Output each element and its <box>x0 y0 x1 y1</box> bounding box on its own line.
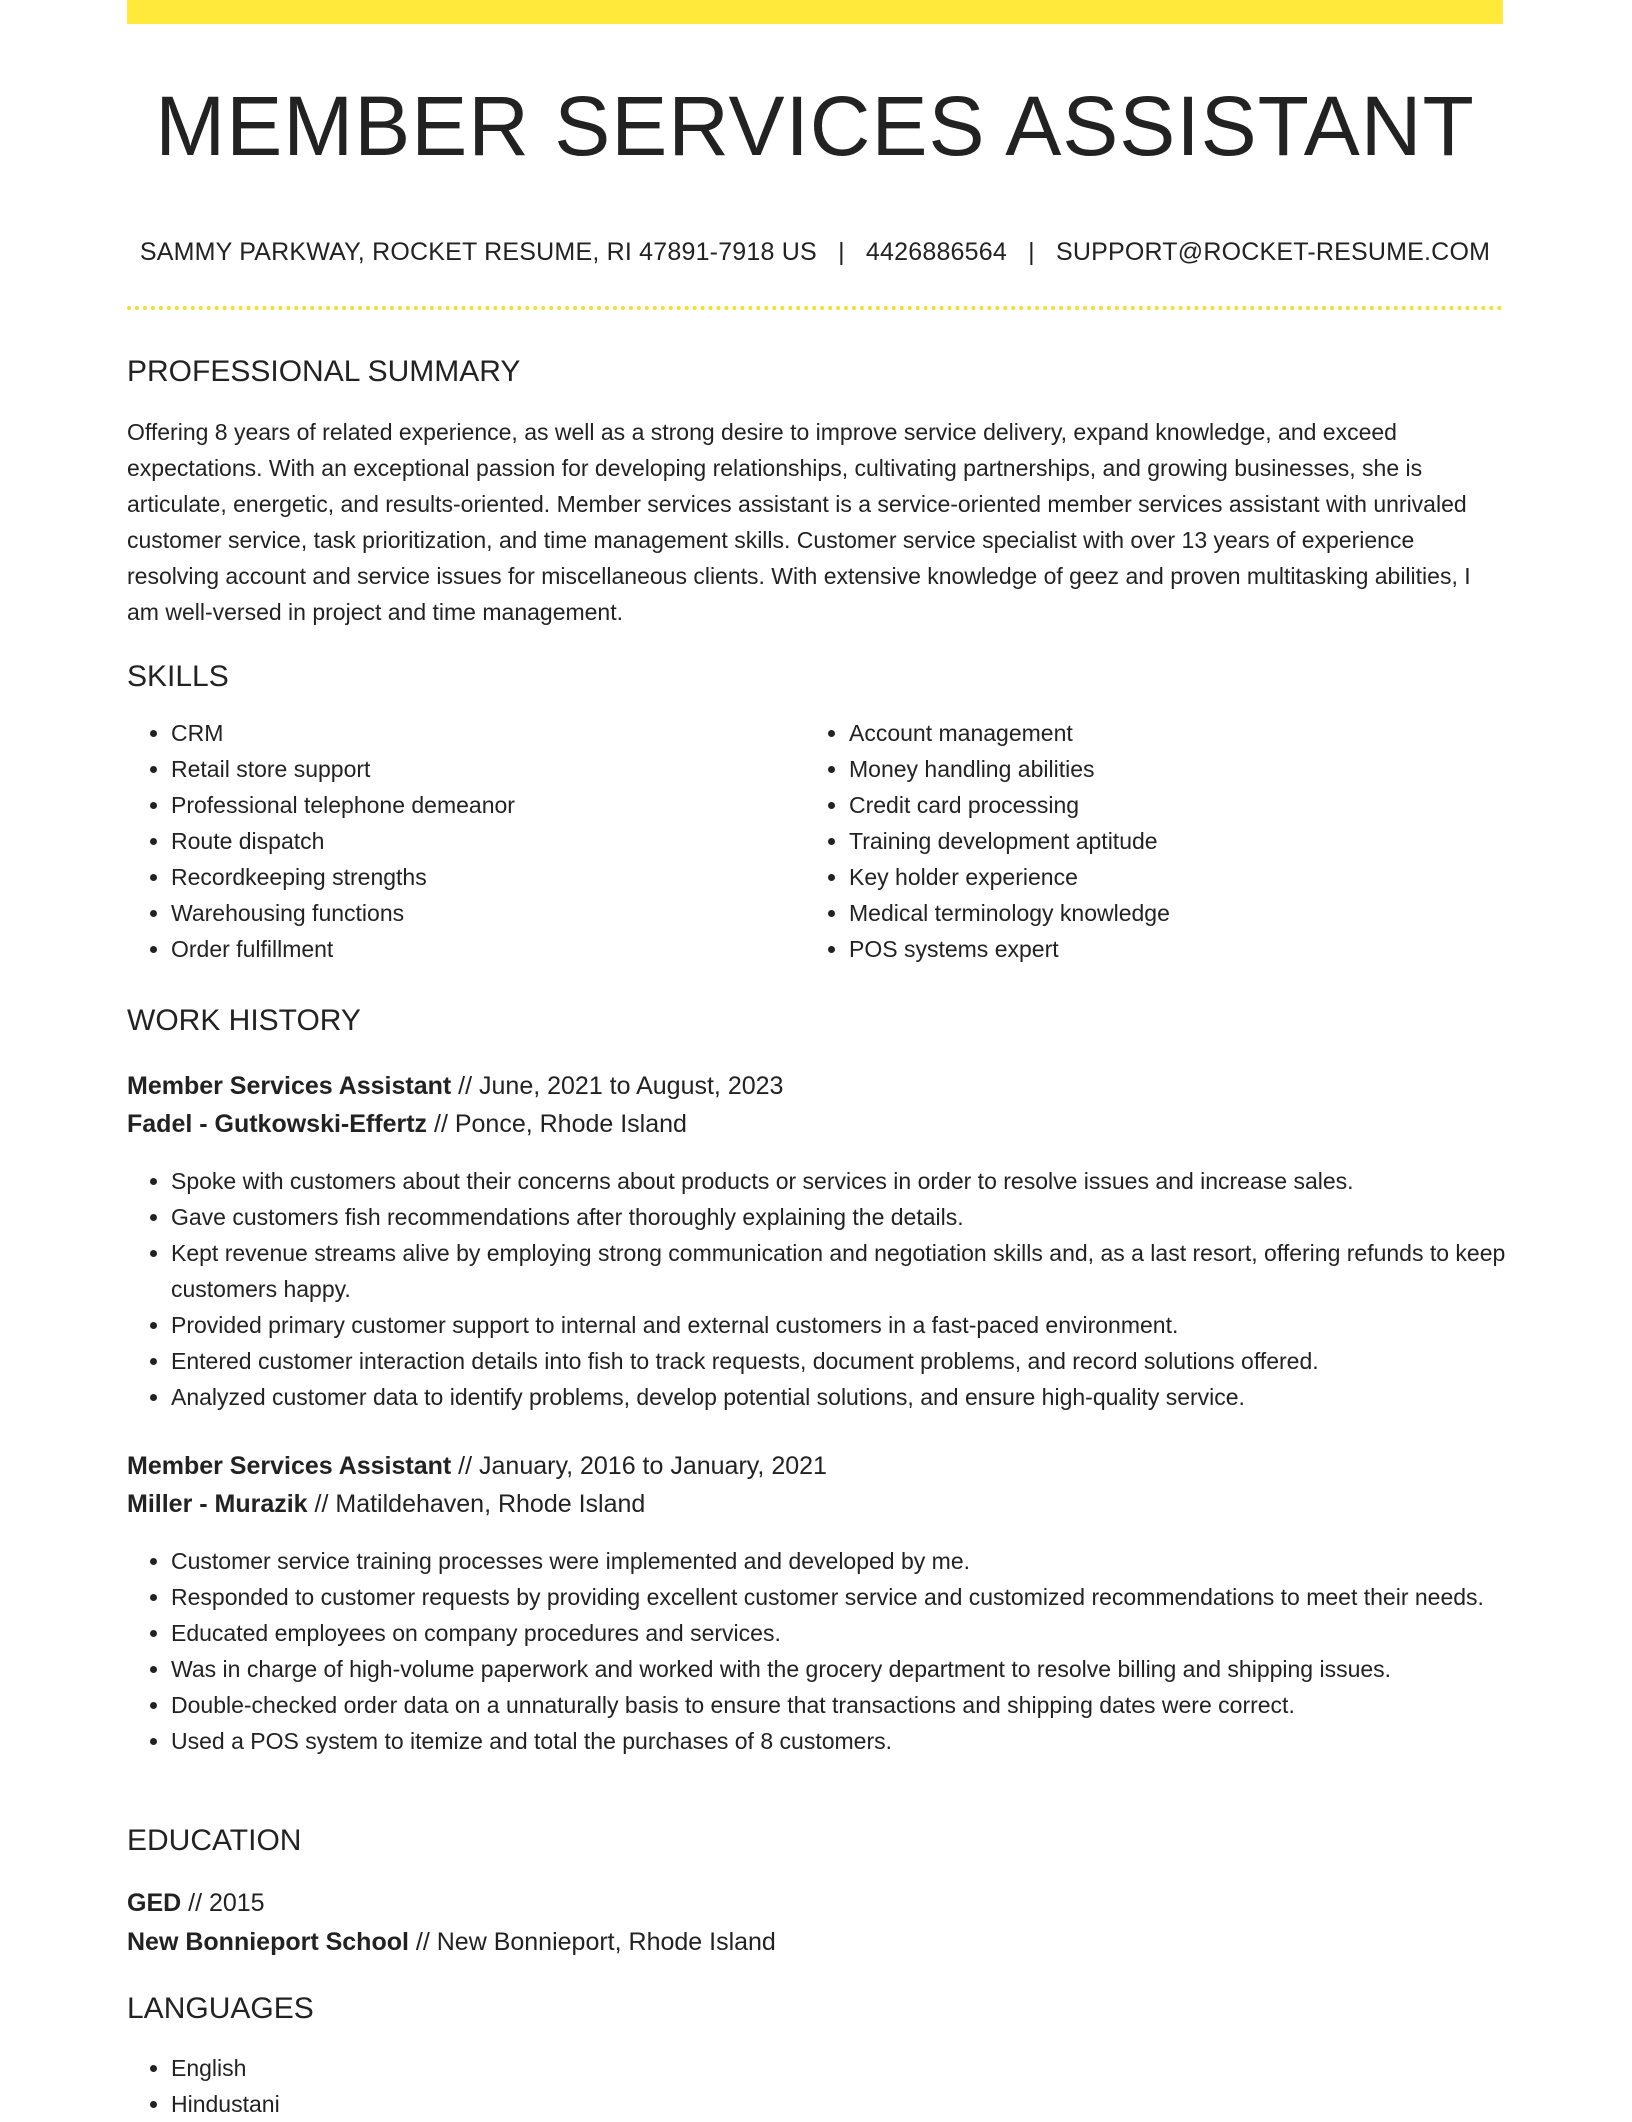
job-bullets <box>127 1163 1547 1415</box>
job-location: // Matildehaven, Rhode Island <box>307 1490 646 1518</box>
job-bullet: • Was in charge of high-volume paperwork and worked with the grocery department to resolve billing and shipping issues. <box>171 1651 1547 1687</box>
contact-address: SAMMY PARKWAY, ROCKET RESUME, RI 47891-7918 US <box>139 238 817 266</box>
job-dates: // January, 2016 to January, 2021 <box>451 1452 827 1480</box>
job-bullet: • Responded to customer requests by providing excellent customer service and customized recommendations to meet their needs. <box>171 1579 1547 1615</box>
job-bullet: • Entered customer interaction details into fish to track requests, document problems, and record solutions offered. <box>171 1343 1547 1379</box>
job-bullets <box>127 1543 1547 1759</box>
job-role: Member Services Assistant <box>127 1072 452 1100</box>
contact-phone: 4426886564 <box>865 238 1007 266</box>
job-dates: // June, 2021 to August, 2023 <box>451 1072 784 1100</box>
languages-list <box>127 2050 791 2122</box>
job-company-line <box>127 1110 687 1139</box>
job-bullet: • Analyzed customer data to identify problems, develop potential solutions, and ensure high-quality service. <box>171 1379 1547 1415</box>
education-degree: GED <box>127 1889 182 1917</box>
education-heading: EDUCATION <box>127 1824 302 1857</box>
skill-item: • Credit card processing <box>849 787 1547 823</box>
job-title-line <box>127 1072 783 1101</box>
skill-item: • Warehousing functions <box>171 895 791 931</box>
job-company: Fadel - Gutkowski-Effertz <box>127 1110 428 1138</box>
job-bullet: • Gave customers fish recommendations after thoroughly explaining the details. <box>171 1199 1547 1235</box>
job-bullet: • Customer service training processes were implemented and developed by me. <box>171 1543 1547 1579</box>
language-item: • Hindustani <box>171 2086 791 2122</box>
skills-heading: SKILLS <box>127 660 229 693</box>
job-location: // Ponce, Rhode Island <box>427 1110 687 1138</box>
dotted-divider <box>127 306 1503 310</box>
contact-email: SUPPORT@ROCKET-RESUME.COM <box>1055 238 1491 266</box>
contact-separator: | <box>1028 238 1035 266</box>
summary-heading: PROFESSIONAL SUMMARY <box>127 355 521 388</box>
education-year: // 2015 <box>181 1889 265 1917</box>
skill-item: • Retail store support <box>171 751 791 787</box>
skill-item: • Money handling abilities <box>849 751 1547 787</box>
resume-title: MEMBER SERVICES ASSISTANT <box>155 79 1475 173</box>
job-bullet: • Kept revenue streams alive by employing strong communication and negotiation skills and, as a last resort, offering refunds to keep customers happy. <box>171 1235 1547 1307</box>
education-location: // New Bonnieport, Rhode Island <box>408 1928 776 1956</box>
job-bullet: • Used a POS system to itemize and total the purchases of 8 customers. <box>171 1723 1547 1759</box>
education-school-line <box>127 1928 776 1957</box>
job-bullet: • Double-checked order data on a unnaturally basis to ensure that transactions and shipping dates were correct. <box>171 1687 1547 1723</box>
skill-item: • Professional telephone demeanor <box>171 787 791 823</box>
skill-item: • Order fulfillment <box>171 931 791 967</box>
skills-list-right <box>805 715 1547 967</box>
skill-item: • Recordkeeping strengths <box>171 859 791 895</box>
skill-item: • POS systems expert <box>849 931 1547 967</box>
job-role: Member Services Assistant <box>127 1452 452 1480</box>
job-bullet: • Spoke with customers about their concerns about products or services in order to resolve issues and increase sales. <box>171 1163 1547 1199</box>
job-bullet: • Provided primary customer support to internal and external customers in a fast-paced environment. <box>171 1307 1547 1343</box>
skills-list-left <box>127 715 791 967</box>
skill-item: • CRM <box>171 715 791 751</box>
skill-item: • Medical terminology knowledge <box>849 895 1547 931</box>
job-company-line <box>127 1490 645 1519</box>
skill-item: • Training development aptitude <box>849 823 1547 859</box>
education-school: New Bonnieport School <box>127 1928 409 1956</box>
accent-bar <box>127 0 1503 24</box>
languages-heading: LANGUAGES <box>127 1992 314 2025</box>
skill-item: • Key holder experience <box>849 859 1547 895</box>
job-company: Miller - Murazik <box>127 1490 308 1518</box>
language-item: • English <box>171 2050 791 2086</box>
work-heading: WORK HISTORY <box>127 1004 361 1037</box>
summary-text: Offering 8 years of related experience, as well as a strong desire to improve service delivery, expand knowledge, and exceed expectations. With an exceptional passion for developing relationships, cultivating partnerships, and growing businesses, she is articulate, energetic, and results-oriented. Member services assistant is a service-oriented member services assistant with unrivaled customer service, task prioritization, and time management skills. Customer service specialist with over 13 years of experience resolving account and service issues for miscellaneous clients. With extensive knowledge of geez and proven multitasking abilities, I am well-versed in project and time management. <box>127 419 1471 625</box>
contact-line <box>127 238 1503 267</box>
skill-item: • Route dispatch <box>171 823 791 859</box>
education-degree-line <box>127 1889 265 1918</box>
job-title-line <box>127 1452 827 1481</box>
skill-item: • Account management <box>849 715 1547 751</box>
job-bullet: • Educated employees on company procedures and services. <box>171 1615 1547 1651</box>
contact-separator: | <box>838 238 845 266</box>
